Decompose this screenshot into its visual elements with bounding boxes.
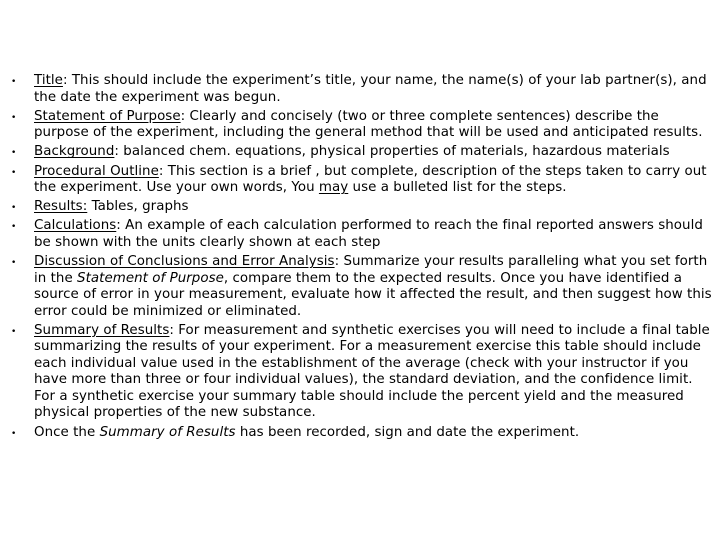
list-item-statement-of-purpose bbox=[0, 109, 720, 142]
item-italic: Summary of Results bbox=[99, 424, 236, 440]
item-text: Summarize your results paralleling what you set forth in the bbox=[34, 254, 708, 286]
bullet-icon: • bbox=[11, 167, 17, 178]
list-item-results bbox=[0, 199, 720, 216]
bullet-icon: • bbox=[11, 258, 17, 269]
item-term: Background bbox=[34, 144, 115, 160]
report-guidelines-list bbox=[0, 73, 720, 444]
list-item-summary-of-results bbox=[0, 323, 720, 422]
item-text-end: has been recorded, sign and date the experiment. bbox=[235, 424, 580, 440]
list-item-procedural-outline bbox=[0, 164, 720, 197]
item-term: Discussion of Conclusions and Error Analysis bbox=[34, 254, 335, 270]
item-emphasis: may bbox=[318, 180, 349, 196]
list-item-title bbox=[0, 73, 720, 106]
item-separator: : bbox=[158, 163, 168, 179]
item-text-end: , compare them to the expected results. Once you have identified a source of error in your measurement, evaluate how it affected the result, and then suggest how this error could be minimized or eliminated. bbox=[34, 270, 712, 319]
item-separator: : bbox=[116, 218, 126, 234]
bullet-icon: • bbox=[11, 428, 17, 439]
item-text: balanced chem. equations, physical properties of materials, hazardous materials bbox=[123, 144, 670, 160]
item-term: Statement of Purpose bbox=[34, 108, 181, 124]
item-separator: : bbox=[62, 73, 72, 88]
bullet-icon: • bbox=[11, 112, 17, 123]
item-term: Title bbox=[34, 73, 63, 88]
item-text: For measurement and synthetic exercises you will need to include a final table summarizing the results of your experiment. For a measurement exercise this table should include each individual value used in the establishment of the average (check with your instructor if you have more than three or four individual values), the standard deviation, and the confidence limit. For a synthetic exercise your summary table should include the percent yield and the measured physical properties of the new substance. bbox=[34, 322, 710, 421]
bullet-icon: • bbox=[11, 77, 17, 87]
item-text: Clearly and concisely (two or three complete sentences) describe the purpose of the experiment, including the general method that will be used and anticipated results. bbox=[34, 108, 703, 141]
bullet-icon: • bbox=[11, 203, 17, 214]
item-term: Summary of Results bbox=[34, 322, 170, 338]
bullet-icon: • bbox=[11, 148, 17, 159]
item-text: Tables, graphs bbox=[91, 199, 189, 215]
item-text: Once the bbox=[34, 424, 100, 440]
list-item-sign-and-date bbox=[0, 425, 720, 442]
bullet-icon: • bbox=[11, 326, 17, 337]
list-item-background bbox=[0, 144, 720, 161]
item-text: This should include the experiment’s title, your name, the name(s) of your lab partner(s), and the date the experiment was begun. bbox=[34, 73, 707, 105]
item-text: An example of each calculation performed to reach the final reported answers should be shown with the units clearly shown at each step bbox=[34, 218, 703, 250]
item-text: This section is a brief , but complete, description of the steps taken to carry out the experiment. Use your own words, You bbox=[34, 163, 707, 196]
list-item-calculations bbox=[0, 218, 720, 251]
item-separator: : bbox=[169, 322, 179, 338]
item-separator: : bbox=[334, 254, 344, 270]
list-item-discussion bbox=[0, 254, 720, 320]
item-term: Procedural Outline bbox=[34, 163, 159, 179]
item-separator: : bbox=[180, 108, 190, 124]
item-separator: : bbox=[114, 144, 124, 160]
item-text-end: use a bulleted list for the steps. bbox=[348, 180, 567, 196]
item-term: Calculations bbox=[34, 218, 117, 234]
item-term: Results: bbox=[34, 199, 88, 215]
item-italic: Statement of Purpose bbox=[77, 270, 224, 286]
bullet-icon: • bbox=[11, 222, 17, 233]
